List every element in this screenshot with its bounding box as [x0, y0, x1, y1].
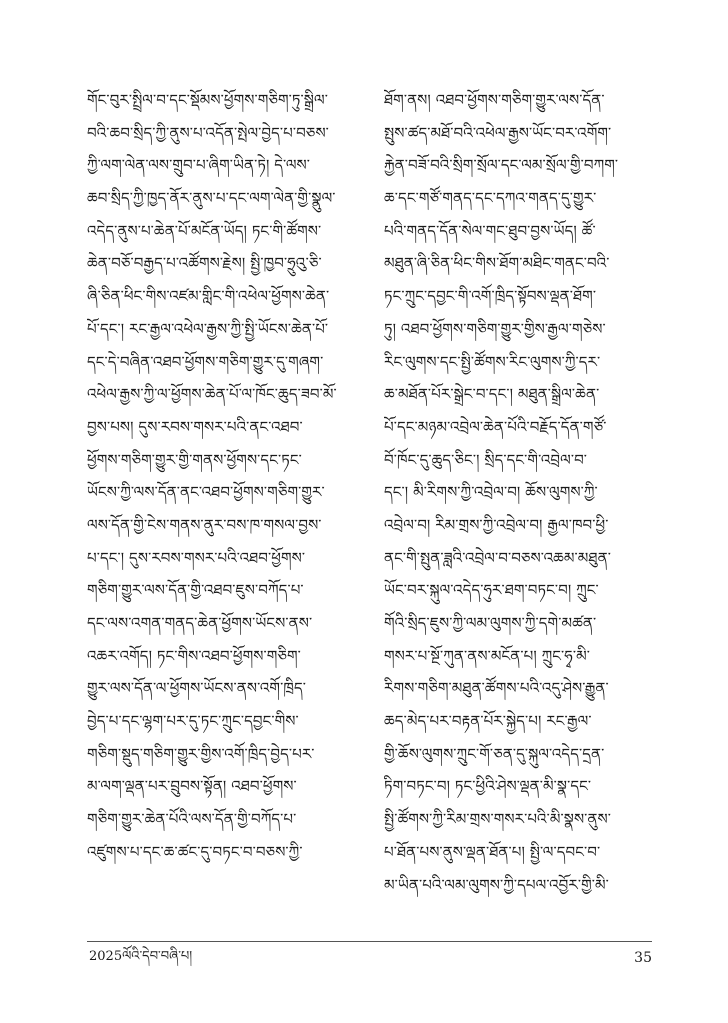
- text-line: རིགས་གཅིག་མཐུན་ཚོགས་པའི་འདུ་ཤེས་རྒྱུན་: [384, 679, 609, 698]
- text-line: རྐྱེན་བཟོ་བའི་སྲིག་སྲོལ་དང་ལམ་སྲོལ་གྱི་བཀག་: [384, 156, 619, 175]
- text-line: སྤུས་ཚད་མཐོ་བའི་འཕེལ་རྒྱས་ཡོང་བར་འགོག་: [384, 123, 612, 142]
- text-line: འབྲེལ་བ། རིམ་གྲས་ཀྱི་འབྲེལ་བ། རྒྱལ་ཁབ་ཕྱི་: [384, 515, 609, 534]
- text-line: གཅིག་གྱུར་ལས་དོན་གྱི་འཐབ་ཇུས་བཀོད་པ་: [87, 581, 304, 600]
- text-line: མ་ལག་ལྡན་པར་བྲུབས་སྟོན། འཐབ་ཕྱོགས་: [87, 777, 297, 796]
- text-line: སྤྱི་ཚོགས་ཀྱི་རིམ་གྲས་གསར་པའི་མི་སྣས་ནུས་: [384, 810, 612, 829]
- text-line: ཐོག་ནས། འཐབ་ཕྱོགས་གཅིག་གྱུར་ལས་དོན་: [384, 91, 605, 109]
- text-line: བྱས་པས། དུས་རབས་གསར་པའི་ནང་འཐབ་: [87, 417, 303, 436]
- text-line: ཡོངས་ཀྱི་ལས་དོན་ནང་འཐབ་ཕྱོགས་གཅིག་གྱུར་: [87, 483, 325, 502]
- footer-rule: [87, 941, 652, 942]
- text-line: དང་དེ་བཞིན་འཐབ་ཕྱོགས་གཅིག་གྱུར་དུ་གཞག་: [87, 352, 324, 371]
- text-line: ཀྱི་ལག་ལེན་ལས་གྲུབ་པ་ཞིག་ཡིན་ཏེ། དེ་ལས་: [87, 156, 311, 175]
- text-line: ཆེན་བཅོ་བརྒྱད་པ་འཚོགས་རྗེས། སྤྱི་ཁྱབ་ཧྲུའུ་ཅི་: [87, 254, 322, 273]
- text-line: འཆར་འགོད། ཏང་གིས་འཐབ་ཕྱོགས་གཅིག་: [87, 646, 301, 665]
- text-line: བྱེད་པ་དང་ལྷག་པར་དུ་ཏང་ཀྲུང་དབྱང་གིས་: [87, 712, 299, 731]
- text-line: གྱི་ཆོས་ལུགས་ཀྲུང་གོ་ཅན་དུ་སྐུལ་འདེད་དྲན་: [384, 744, 605, 763]
- text-line: ཡོང་བར་སྐུལ་འདེད་ཧུར་ཐག་བཏང་བ། ཀྲུང་: [384, 581, 599, 600]
- text-line: འདེད་ནུས་པ་ཆེན་པོ་མངོན་ཡོད། ཏང་གི་ཚོགས་: [87, 221, 322, 240]
- page-number: 35: [634, 950, 652, 966]
- text-line: མཐུན་ཞི་ཅིན་ཕིང་གིས་ཐོག་མཐིང་གནང་བའི་: [384, 254, 610, 273]
- text-line: གཅིག་གྱུར་ཆེན་པོའི་ལས་དོན་གྱི་བཀོད་པ་: [87, 810, 297, 829]
- text-line: པོ་དང་མཉམ་འབྲེལ་ཆེན་པོའི་བརྗོད་དོན་གཙོ་: [384, 417, 607, 436]
- left-text-column: [87, 84, 359, 869]
- text-line: ཆད་མེད་པར་བརྟན་པོར་སྐྱེད་པ། རང་རྒྱལ་: [384, 712, 592, 731]
- text-line: འཕེལ་རྒྱས་ཀྱི་ལ་ཕྱོགས་ཆེན་པོ་ལ་ཁོང་ཆུད་ཟབ་མོ་: [87, 385, 337, 404]
- text-line: གོང་བུར་སྤྲིལ་བ་དང་སྡོམས་ཕྱོགས་གཅིག་ཏུ་སྒྲིལ་: [87, 91, 328, 109]
- text-line: ཆ་དང་གཙོ་གནད་དང་དཀའ་གནད་དུ་གྱུར་: [384, 189, 597, 208]
- text-line: བོ་ཁོང་དུ་ཆུད་ཅིང་། སྲིད་དང་གི་འབྲེལ་བ་: [384, 450, 588, 469]
- text-line: ཕྱོགས་གཅིག་གྱུར་གྱི་གནས་ཕྱོགས་དང་ཏང་: [87, 450, 302, 469]
- text-line: ཆ་མཐོན་པོར་སྒྲེང་བ་དང་། མཐུན་སྒྲིལ་ཆེན་: [384, 385, 600, 404]
- text-line: བའི་ཆབ་སྲིད་ཀྱི་ནུས་པ་འདོན་སྤེལ་བྱེད་པ་བཅས་: [87, 123, 329, 142]
- text-line: ཆབ་སྲིད་ཀྱི་ཁྱད་ནོར་ནུས་པ་དང་ལག་ལེན་གྱི་སྣུལ་: [87, 189, 336, 208]
- text-line: གསར་པ་སྔོ་ཀུན་ནས་མངོན་པ། ཀྲུང་ཧྭ་མི་: [384, 646, 590, 665]
- text-line: འཛུགས་པ་དང་ཆ་ཚང་དུ་བཏང་བ་བཅས་ཀྱི་: [87, 842, 303, 861]
- text-line: ནང་གི་སྤུན་ཟླའི་འབྲེལ་བ་བཅས་འཆམ་མཐུན་: [384, 548, 611, 567]
- text-line: པའི་གནད་དོན་སེལ་གང་ཐུབ་བྱས་ཡོད། ཚོ་: [384, 221, 596, 240]
- text-line: པོ་དང་། རང་རྒྱལ་འཕེལ་རྒྱས་ཀྱི་སྤྱི་ཡོངས་ཆེན་པོ་: [87, 319, 329, 338]
- text-line: གཅིག་སྡུད་གཅིག་གྱུར་གྱིས་འགོ་ཁྲིད་བྱེད་པར་: [87, 744, 315, 763]
- text-line: གྱུར་ལས་དོན་ལ་ཕྱོགས་ཡོངས་ནས་འགོ་ཁྲིད་: [87, 679, 306, 698]
- text-line: གོའི་སྲིད་ཇུས་ཀྱི་ལམ་ལུགས་ཀྱི་དགེ་མཚན་: [384, 614, 597, 632]
- text-line: ཏུ། འཐབ་ཕྱོགས་གཅིག་གྱུར་གྱིས་རྒྱལ་གཅེས་: [384, 319, 606, 338]
- text-line: ཞི་ཅིན་ཕིང་གིས་འཛམ་གླིང་གི་འཕེལ་ཕྱོགས་ཆེན་: [87, 287, 330, 306]
- text-line: དང་། མི་རིགས་ཀྱི་འབྲེལ་བ། ཆོས་ལུགས་ཀྱི་: [384, 483, 598, 502]
- right-text-column: [384, 84, 652, 901]
- text-line: པ་ཐོན་པས་ནུས་ལྡན་ཐོན་པ། སྤྱི་ལ་དབང་བ་: [384, 842, 601, 861]
- text-line: པ་དང་། དུས་རབས་གསར་པའི་འཐབ་ཕྱོགས་: [87, 548, 306, 567]
- text-line: ལས་དོན་གྱི་ངེས་གནས་ནུར་བས་ཁ་གསལ་བྱས་: [87, 515, 322, 534]
- text-line: རིང་ལུགས་དང་སྤྱི་ཚོགས་རིང་ལུགས་ཀྱི་དར་: [384, 352, 601, 371]
- text-line: དང་ལས་འགན་གནད་ཆེན་ཕྱོགས་ཡོངས་ནས་: [87, 614, 313, 632]
- text-line: ཏིག་བཏང་བ། ཏང་ཕྱིའི་ཤེས་ལྡན་མི་སྣ་དང་: [384, 777, 592, 796]
- footer-issue-label: 2025ལོའི་དེབ་བཞི་པ།: [89, 949, 193, 964]
- text-line: མ་ཡིན་པའི་ལམ་ལུགས་ཀྱི་དཔལ་འབྱོར་གྱི་མི་: [384, 875, 609, 894]
- text-line: ཏང་ཀྲུང་དབྱང་གི་འགོ་ཁྲིད་སྟོབས་ལྡན་ཐོག་: [384, 287, 597, 306]
